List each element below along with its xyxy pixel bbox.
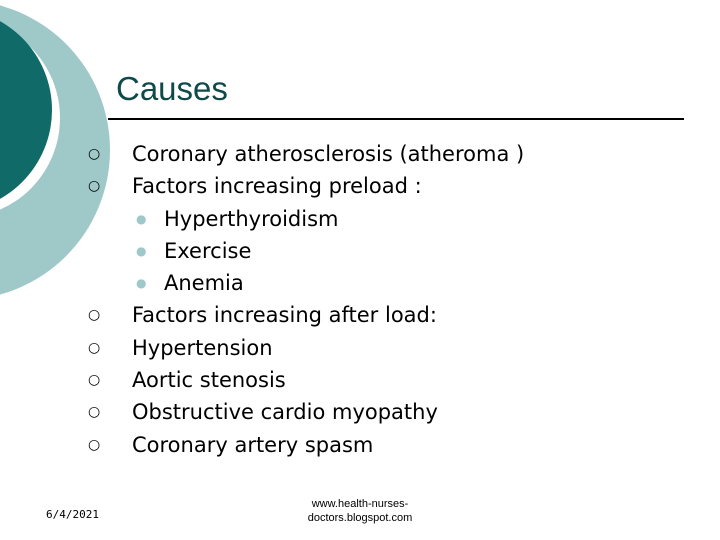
bullet-text: Exercise bbox=[164, 238, 252, 263]
filled-circle-bullet-icon: ● bbox=[136, 276, 147, 291]
title-underline bbox=[108, 118, 684, 120]
bullet-item bbox=[84, 332, 704, 364]
bullet-text: Factors increasing after load: bbox=[132, 303, 437, 328]
sub-bullet-item bbox=[84, 267, 704, 299]
bullet-text: Anemia bbox=[164, 271, 244, 296]
hollow-circle-bullet-icon: ○ bbox=[88, 307, 101, 324]
filled-circle-bullet-icon: ● bbox=[136, 243, 147, 258]
sub-bullet-item bbox=[84, 203, 704, 235]
bullet-text: Obstructive cardio myopathy bbox=[132, 400, 438, 425]
hollow-circle-bullet-icon: ○ bbox=[88, 339, 101, 356]
bullet-text: Hyperthyroidism bbox=[164, 206, 339, 231]
hollow-circle-bullet-icon: ○ bbox=[88, 436, 101, 453]
bullet-item bbox=[84, 170, 704, 202]
hollow-circle-bullet-icon: ○ bbox=[88, 372, 101, 389]
hollow-circle-bullet-icon: ○ bbox=[88, 146, 101, 162]
slide-footer bbox=[270, 497, 450, 525]
bullet-text: Hypertension bbox=[132, 335, 273, 360]
bullet-item bbox=[84, 364, 704, 396]
bullet-text: Coronary atherosclerosis (atheroma ) bbox=[132, 142, 525, 166]
bullet-text: Factors increasing preload : bbox=[132, 174, 422, 199]
slide-date: 6/4/2021 bbox=[46, 508, 99, 521]
slide-title: Causes bbox=[116, 70, 228, 107]
bullet-item bbox=[84, 138, 704, 170]
bullet-text: Aortic stenosis bbox=[132, 368, 286, 393]
bullet-item bbox=[84, 396, 704, 428]
sub-bullet-item bbox=[84, 235, 704, 267]
footer-line: www.health-nurses- bbox=[311, 498, 409, 510]
filled-circle-bullet-icon: ● bbox=[136, 211, 147, 226]
hollow-circle-bullet-icon: ○ bbox=[88, 404, 101, 421]
bullet-item bbox=[84, 429, 704, 461]
footer-line: doctors.blogspot.com bbox=[307, 512, 413, 524]
bullet-text: Coronary artery spasm bbox=[132, 432, 374, 457]
hollow-circle-bullet-icon: ○ bbox=[88, 178, 101, 195]
bullet-item bbox=[84, 299, 704, 331]
bullet-list bbox=[84, 138, 704, 461]
